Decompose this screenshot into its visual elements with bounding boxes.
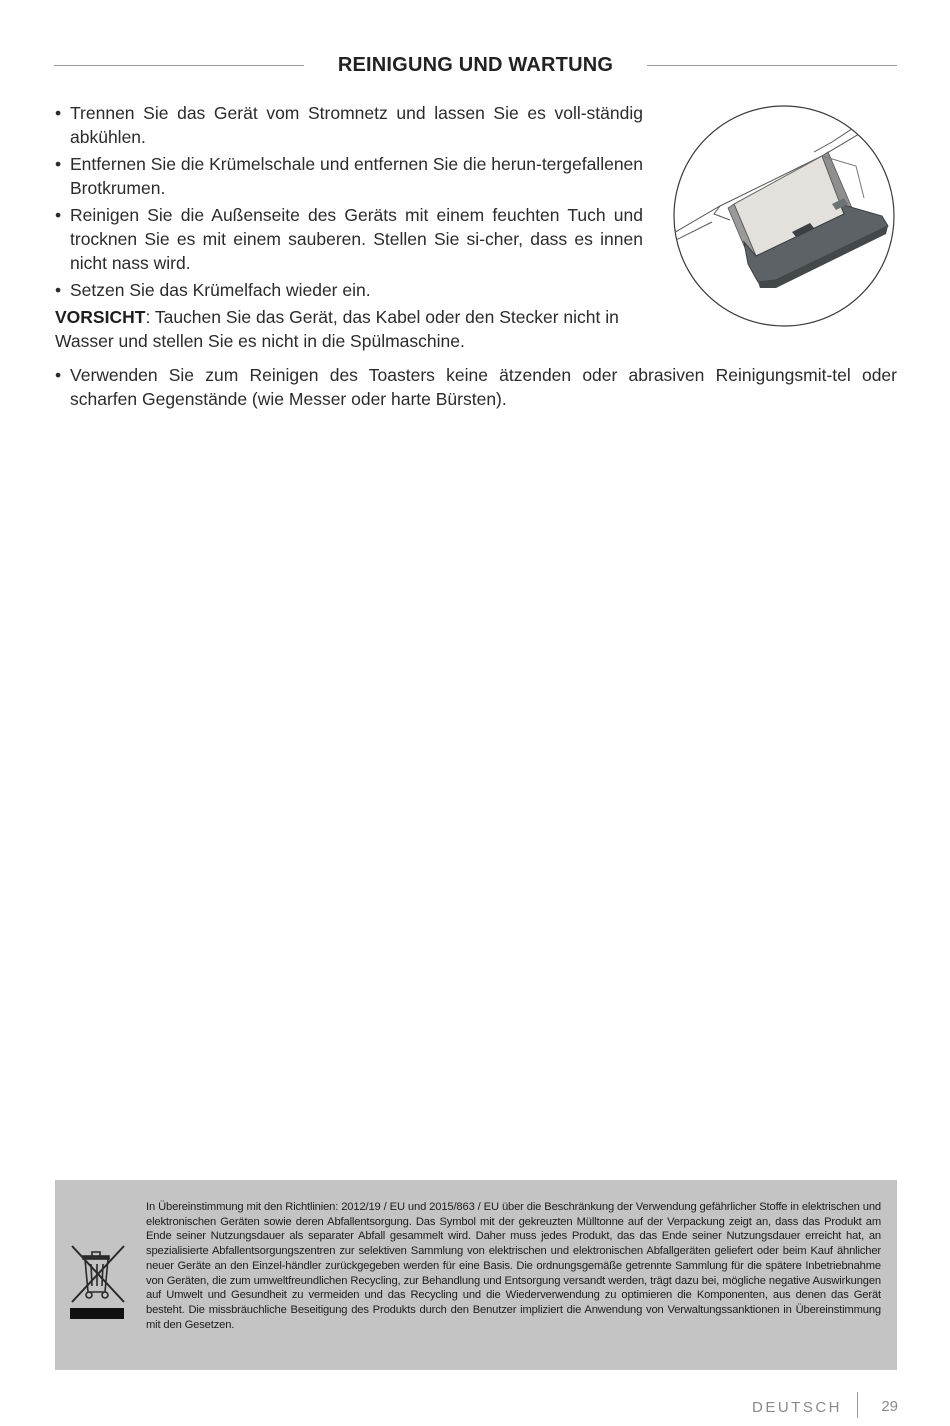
bullet: • (55, 205, 62, 225)
crumb-tray-icon (672, 104, 896, 328)
step-text: Verwenden Sie zum Reinigen des Toasters keine ätzenden oder abrasiven Reinigungsmit-tel oder scharfen Gegenstände (wie Messer oder harte Bürsten). (70, 365, 897, 409)
bullet: • (55, 365, 62, 385)
page-title: REINIGUNG UND WARTUNG (337, 54, 614, 76)
list-item (55, 278, 643, 302)
weee-disposal-text: In Übereinstimmung mit den Richtlinien: 2012/19 / EU und 2015/863 / EU über die Beschränkung der Verwendung gefährlicher Stoffe in elektrischen und elektronischen Geräten sowie deren Abfallentsorgung. Das Symbol mit der gekreuzten Mülltonne auf der Verpackung zeigt an, dass das Produkt am Ende seiner Nutzungsdauer als separater Abfall gesammelt wird. Daher muss jedes Produkt, das das Ende seiner Nutzungsdauer erreicht hat, an spezialisierte Abfallentsorgungszentren zur selektiven Sammlung von elektrischen und elektronischen Abfallgeräten geliefert oder beim Kauf ähnlicher neuer Geräte an den Einzel-händler zurückgegeben werden für eine Basis. Die ordnungsgemäße getrennte Sammlung für die spätere Inbetriebnahme von Geräten, die zum umweltfreundlichen Recycling, zur Behandlung und Entsorgung versandt werden, trägt dazu bei, mögliche negative Auswirkungen auf Umwelt und Gesundheit zu vermeiden und das Recycling und die Wiederverwendung zu optimieren die Komponenten, aus denen das Gerät besteht. Die missbräuchliche Beseitigung des Produkts durch den Benutzer impliziert die Anwendung von Verwaltungssanktionen in Übereinstimmung mit den Gesetzen. (146, 1201, 881, 1331)
list-item (55, 152, 643, 200)
weee-notice (55, 1180, 897, 1370)
language-label: DEUTSCH (751, 1399, 842, 1416)
list-item (55, 363, 897, 411)
footer-divider (857, 1392, 858, 1418)
section-header (54, 52, 897, 84)
step-text: Trennen Sie das Gerät vom Stromnetz und lassen Sie es voll-ständig abkühlen. (70, 103, 643, 147)
bullet: • (55, 103, 62, 123)
list-item (55, 203, 643, 275)
caution-text: : Tauchen Sie das Gerät, das Kabel oder den Stecker nicht in Wasser und stellen Sie es nicht in die Spülmaschine. (55, 307, 619, 351)
caution-note (55, 305, 643, 353)
list-item (55, 101, 643, 149)
crossed-out-wheelie-bin-icon (68, 1240, 128, 1322)
caution-label: VORSICHT (55, 307, 146, 327)
step-text: Reinigen Sie die Außenseite des Geräts mit einem feuchten Tuch und trocknen Sie es mit einem sauberen. Stellen Sie si-cher, dass es innen nicht nass wird. (70, 205, 643, 273)
step-text: Entfernen Sie die Krümelschale und entfernen Sie die herun-tergefallenen Brotkrumen. (70, 154, 644, 198)
page-number: 29 (881, 1398, 898, 1415)
bullet: • (55, 280, 62, 300)
extra-instruction (55, 363, 897, 414)
header-rule-left (54, 65, 304, 66)
steps-list (55, 101, 643, 302)
header-rule-right (647, 65, 897, 66)
cleaning-instructions (55, 101, 643, 353)
bullet: • (55, 154, 62, 174)
step-text: Setzen Sie das Krümelfach wieder ein. (70, 280, 371, 300)
extra-list (55, 363, 897, 411)
